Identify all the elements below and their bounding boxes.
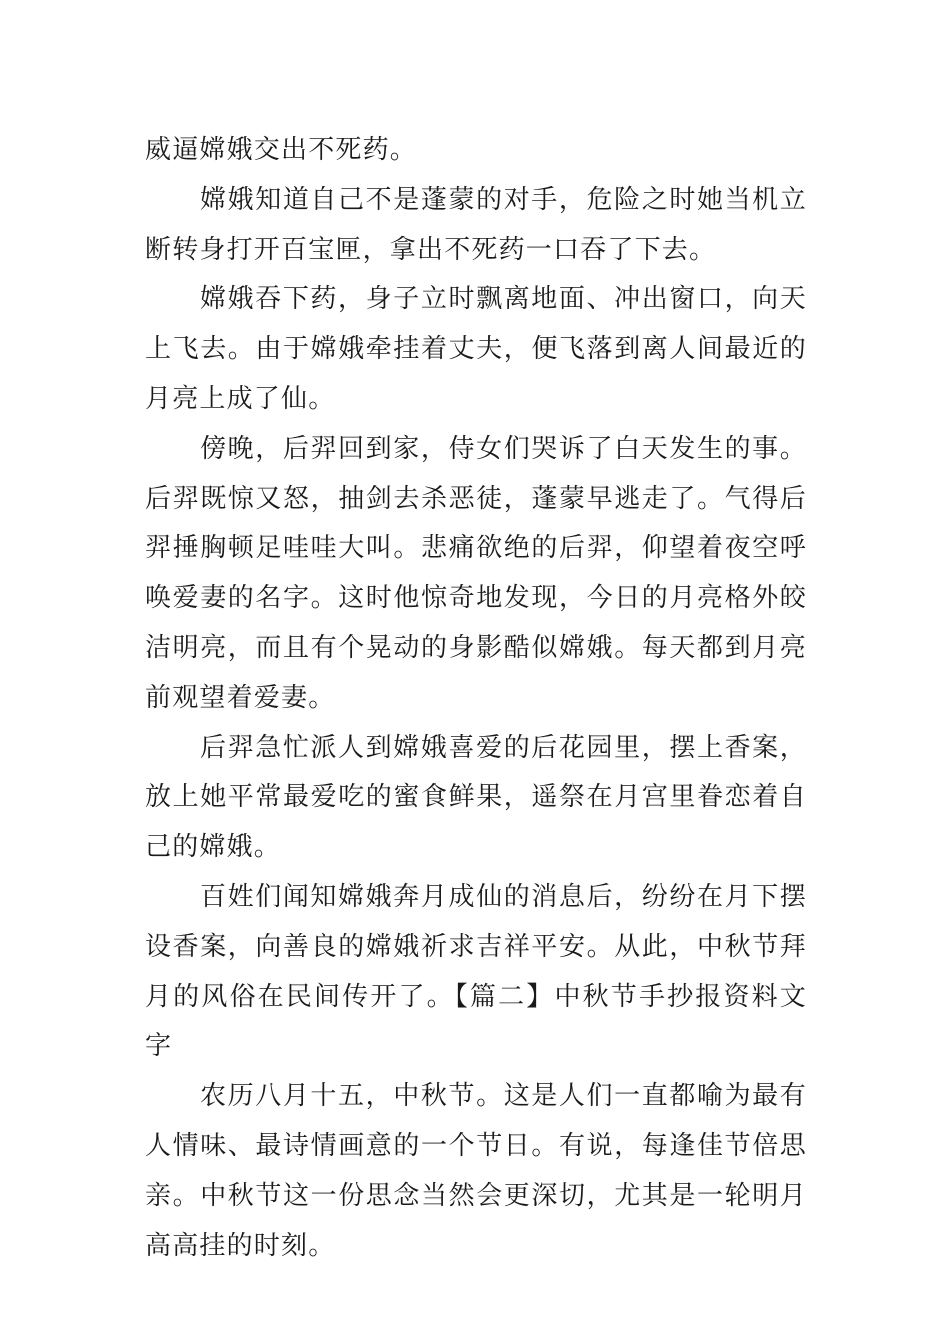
paragraph-2: 嫦娥知道自己不是蓬蒙的对手，危险之时她当机立断转身打开百宝匣，拿出不死药一口吞了下去。 (145, 184, 807, 265)
paragraph-1: 威逼嫦娥交出不死药。 (145, 135, 418, 165)
paragraph-4: 傍晚，后羿回到家，侍女们哭诉了白天发生的事。后羿既惊又怒，抽剑去杀恶徒，蓬蒙早逃走了。气得后羿捶胸顿足哇哇大叫。悲痛欲绝的后羿，仰望着夜空呼唤爱妻的名字。这时他惊奇地发现，今日的月亮格外皎洁明亮，而且有个晃动的身影酷似嫦娥。每天都到月亮前观望着爱妻。 (145, 433, 807, 713)
article-body (145, 126, 807, 1271)
paragraph-3: 嫦娥吞下药，身子立时飘离地面、冲出窗口，向天上飞去。由于嫦娥牵挂着丈夫，便飞落到离人间最近的月亮上成了仙。 (145, 284, 807, 414)
paragraph-5: 后羿急忙派人到嫦娥喜爱的后花园里，摆上香案，放上她平常最爱吃的蜜食鲜果，遥祭在月宫里眷恋着自己的嫦娥。 (145, 732, 807, 863)
paragraph-6: 百姓们闻知嫦娥奔月成仙的消息后，纷纷在月下摆设香案，向善良的嫦娥祈求吉祥平安。从此，中秋节拜月的风俗在民间传开了。【篇二】中秋节手抄报资料文字 (145, 881, 807, 1062)
paragraph-7: 农历八月十五，中秋节。这是人们一直都喻为最有人情味、最诗情画意的一个节日。有说，每逢佳节倍思亲。中秋节这一份思念当然会更深切，尤其是一轮明月高高挂的时刻。 (145, 1081, 807, 1261)
